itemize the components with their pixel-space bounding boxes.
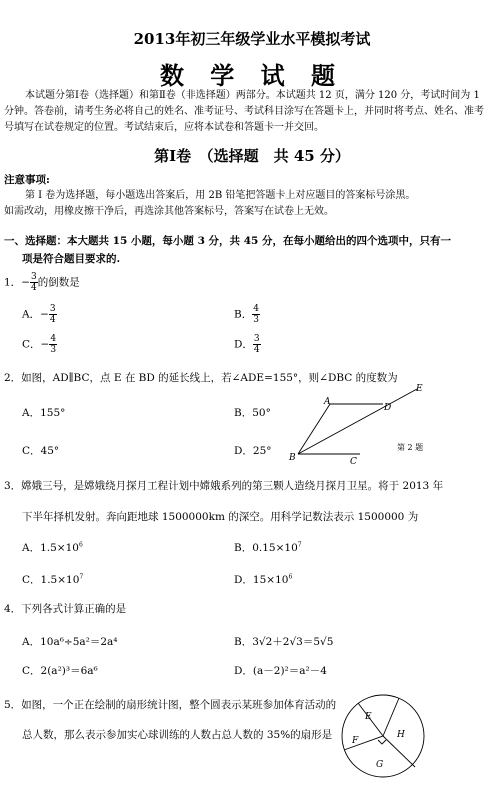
point-b-label: B [289,453,296,463]
line-ab [298,404,330,454]
pie-radius-3 [383,736,415,767]
q4-option-d: D．(a－2)²＝a²－4 [234,665,327,677]
notice-line-2: 如需改动，用橡皮擦干净后，再选涂其他答案标号，答案写在试卷上无效。 [4,206,334,217]
part1-instruction-1: 一、选择题：本大题共 15 小题，每小题 3 分，共 45 分，在每小题给出的四个选项中，只有一 [4,235,451,247]
figure-2-caption: 第 2 题 [397,443,424,452]
q3-option-a: A．$1.5\times 10^6$ [22,541,83,554]
intro-line-2: 分钟。答卷前，请考生务必将自己的姓名、准考证号、考试科目涂写在答题卡上，并同时将考点、姓名、准考 [4,106,484,117]
q1-option-d: D． $\frac{3}{4}$ [234,334,260,355]
q4-stem: 4．下列各式计算正确的是 [4,603,127,615]
q4-option-c: C．2(a²)³＝6a⁶ [22,665,98,677]
point-e-label: E [416,384,423,394]
q2-option-d: D．25° [234,445,272,457]
exam-subject: 数 学 试 题 [159,61,345,90]
q3-option-c: C．$1.5\times 10^7$ [22,573,84,586]
q3-stem-1: 3．嫦娥三号，是嫦娥绕月探月工程计划中嫦娥系列的第三颗人造绕月探月卫星。将于 2013 年 [4,480,444,492]
right-angle-mark [378,740,386,744]
q1-option-b: B． $\frac{4}{3}$ [234,304,259,325]
sector-h-label: H [397,730,405,740]
q5-stem-1: 5．如图，一个正在绘制的扇形统计图，整个圆表示某班参加体育活动的 [4,699,337,711]
sector-e-label: E [365,712,372,722]
section-title: 第Ⅰ卷 （选择题 共 45 分） [154,147,350,165]
point-c-label: C [350,457,357,467]
q2-stem: 2．如图，AD∥BC，点 E 在 BD 的延长线上，若∠ADE=155°，则∠DBC 的度数为 [4,372,398,384]
q1-stem: 1．− $\frac{3}{4}$ 的倒数是 [4,272,80,293]
q2-option-c: C．45° [22,445,60,457]
sector-f-label: F [352,736,359,746]
q5-pie-figure [336,688,430,782]
q3-option-b: B．$0.15\times 10^7$ [234,541,302,554]
part1-instruction-2: 项是符合题目要求的. [22,253,121,265]
notice-heading: 注意事项: [4,174,50,186]
q4-option-a: A．10a⁶÷5a²＝2a⁴ [22,636,118,648]
q1-fraction: $\frac{3}{4}$ [31,272,37,293]
q5-stem-2: 总人数，那么表示参加实心球训练的人数占总人数的 35%的扇形是 [22,729,333,741]
q2-option-a: A．155° [22,407,66,419]
intro-line-1: 本试题分第Ⅰ卷（选择题）和第Ⅱ卷（非选择题）两部分。本试题共 12 页，满分 120 分，考试时间为 1 [25,90,480,101]
q1-option-a: A．− $\frac{3}{4}$ [22,304,56,325]
exam-title: 2013年初三年级学业水平模拟考试 [133,30,371,48]
q1-number: 1． [4,276,22,289]
point-d-label: D [384,403,392,413]
pie-radius-4 [344,736,383,750]
q1-tail: 的倒数是 [37,276,80,289]
point-a-label: A [324,397,331,407]
q1-option-c: C．− $\frac{4}{3}$ [22,334,57,355]
intro-line-3: 号填写在试卷规定的位置。考试结束后，应将本试卷和答题卡一并交回。 [4,122,324,133]
sector-g-label: G [376,760,384,770]
q2-option-b: B．50° [234,407,271,419]
notice-line-1: 第 Ⅰ 卷为选择题，每小题选出答案后，用 2B 铅笔把答题卡上对应题目的答案标号涂黑。 [25,190,416,201]
q4-option-b: B．3√2＋2√3＝5√5 [234,636,334,648]
q3-stem-2: 下半年择机发射。奔向距地球 1500000km 的深空。用科学记数法表示 1500000 为 [22,511,419,523]
q3-option-d: D．$15\times 10^6$ [234,573,293,586]
q2-figure [280,380,440,470]
